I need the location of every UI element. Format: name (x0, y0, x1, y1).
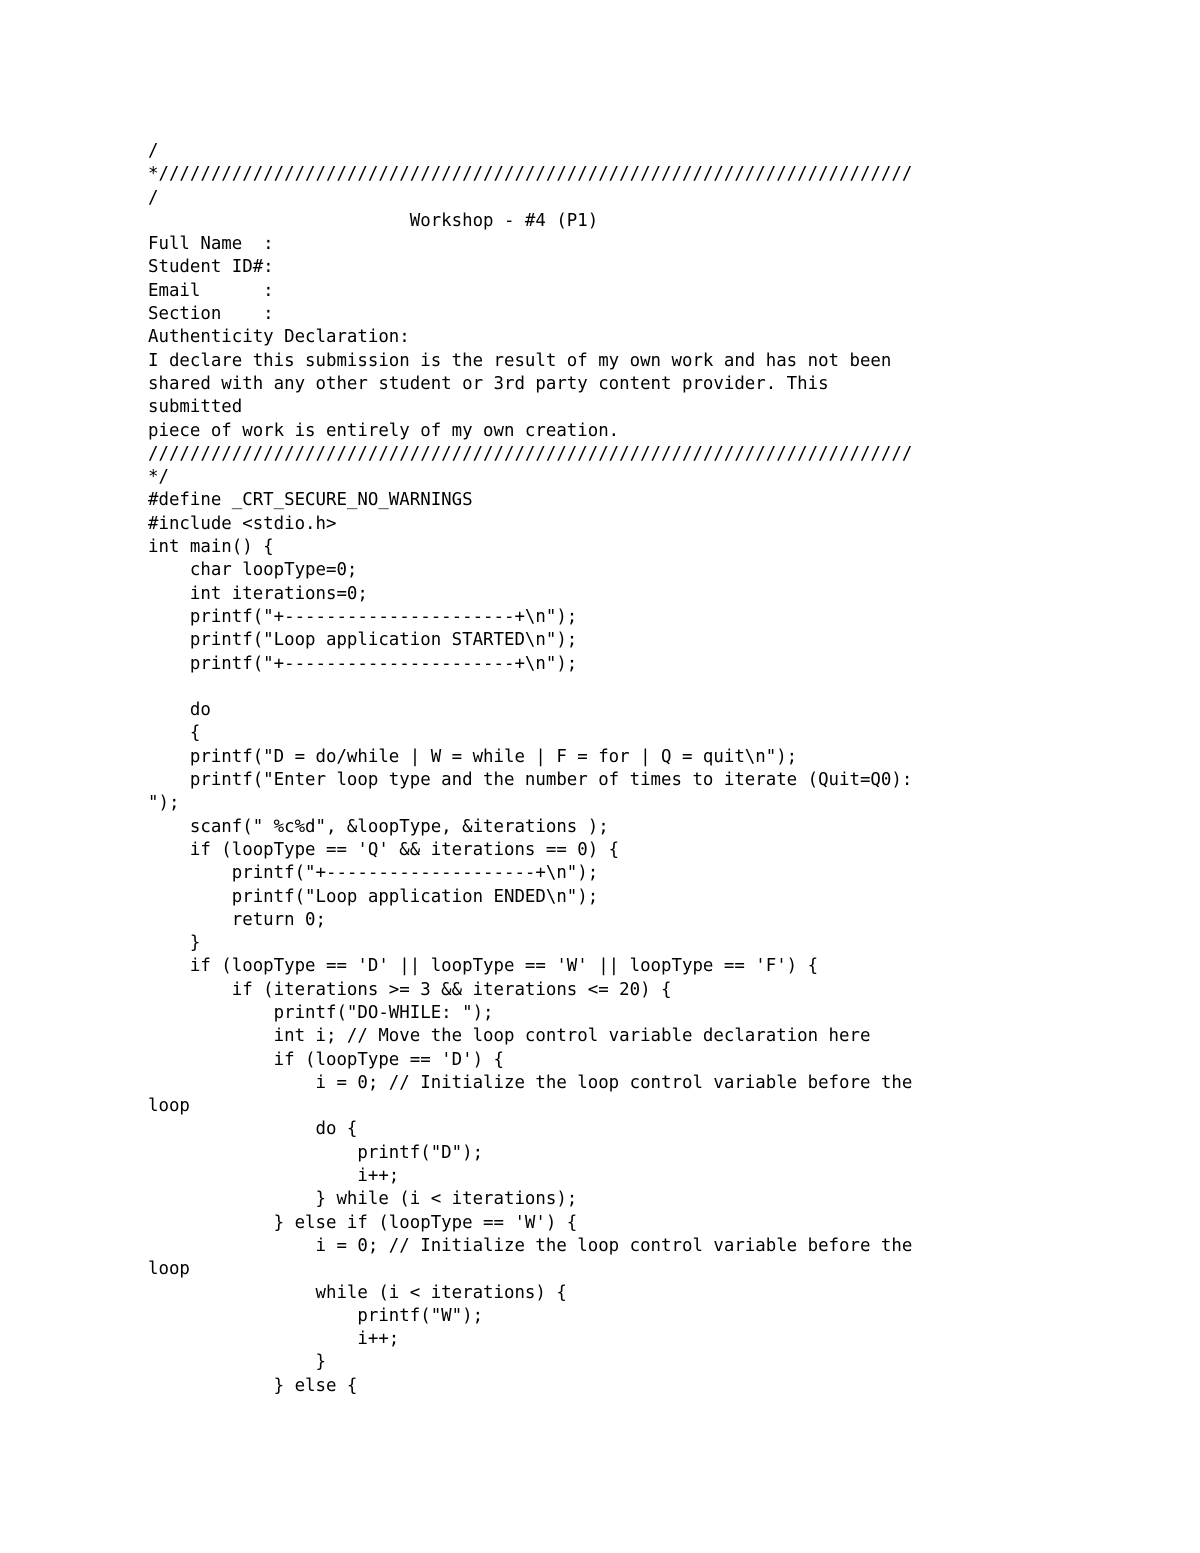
code-line: "); (148, 793, 180, 814)
full-name-field: Full Name : (148, 234, 274, 255)
code-line: int i; // Move the loop control variable declaration here (148, 1026, 871, 1047)
code-line: printf("Enter loop type and the number of times to iterate (Quit=Q0): (148, 770, 913, 791)
code-line: } else if (loopType == 'W') { (148, 1212, 578, 1233)
code-line: } (148, 1352, 326, 1373)
code-line: printf("+----------------------+\n"); (148, 653, 578, 674)
email-field: Email : (148, 280, 274, 301)
code-line: } else { (148, 1375, 358, 1396)
code-document (148, 140, 1058, 1398)
code-line: / (148, 141, 159, 161)
code-line: i = 0; // Initialize the loop control variable before the (148, 1072, 913, 1093)
code-line: if (loopType == 'D') { (148, 1049, 504, 1070)
section-field: Section : (148, 304, 274, 325)
code-line: #define _CRT_SECURE_NO_WARNINGS (148, 490, 473, 511)
code-line: do { (148, 1119, 358, 1140)
code-line: i++; (148, 1166, 400, 1187)
code-line: scanf(" %c%d", &loopType, &iterations ); (148, 816, 609, 837)
code-line: int iterations=0; (148, 583, 368, 604)
code-line: printf("+----------------------+\n"); (148, 606, 578, 627)
code-line: if (loopType == 'D' || loopType == 'W' || loopType == 'F') { (148, 956, 819, 977)
code-line: do (148, 700, 211, 721)
code-line: char loopType=0; (148, 560, 358, 581)
code-line: printf("D"); (148, 1142, 484, 1163)
code-line: printf("W"); (148, 1305, 484, 1326)
code-line: i++; (148, 1329, 400, 1350)
code-line: *//////////////////////////////////////////////////////////////////////// (148, 164, 913, 185)
code-line: } while (i < iterations); (148, 1189, 578, 1210)
code-line: i = 0; // Initialize the loop control variable before the (148, 1235, 913, 1256)
code-line: int main() { (148, 537, 274, 558)
declaration-text: shared with any other student or 3rd party content provider. This (148, 373, 829, 394)
code-line: return 0; (148, 909, 326, 930)
code-line: if (iterations >= 3 && iterations <= 20) { (148, 979, 672, 1000)
authenticity-heading: Authenticity Declaration: (148, 327, 410, 348)
code-line: if (loopType == 'Q' && iterations == 0) { (148, 839, 620, 860)
code-line: loop (148, 1096, 190, 1117)
code-line: / (148, 187, 159, 208)
student-id-field: Student ID#: (148, 257, 274, 278)
code-line: #include <stdio.h> (148, 513, 337, 534)
code-line: printf("D = do/while | W = while | F = for | Q = quit\n"); (148, 746, 798, 767)
code-line: */ (148, 467, 169, 488)
code-line: ///////////////////////////////////////////////////////////////////////// (148, 443, 913, 464)
code-line: } (148, 933, 201, 954)
code-line: loop (148, 1259, 190, 1280)
code-line: printf("Loop application ENDED\n"); (148, 886, 599, 907)
code-line (148, 676, 1058, 699)
workshop-title: Workshop - #4 (P1) (148, 210, 599, 231)
declaration-text: piece of work is entirely of my own creation. (148, 420, 620, 441)
code-line: printf("+--------------------+\n"); (148, 863, 599, 884)
declaration-text: submitted (148, 397, 243, 418)
declaration-text: I declare this submission is the result of my own work and has not been (148, 350, 892, 371)
code-line: { (148, 723, 201, 744)
code-line: printf("Loop application STARTED\n"); (148, 630, 578, 651)
code-line: printf("DO-WHILE: "); (148, 1002, 494, 1023)
code-line: while (i < iterations) { (148, 1282, 567, 1303)
